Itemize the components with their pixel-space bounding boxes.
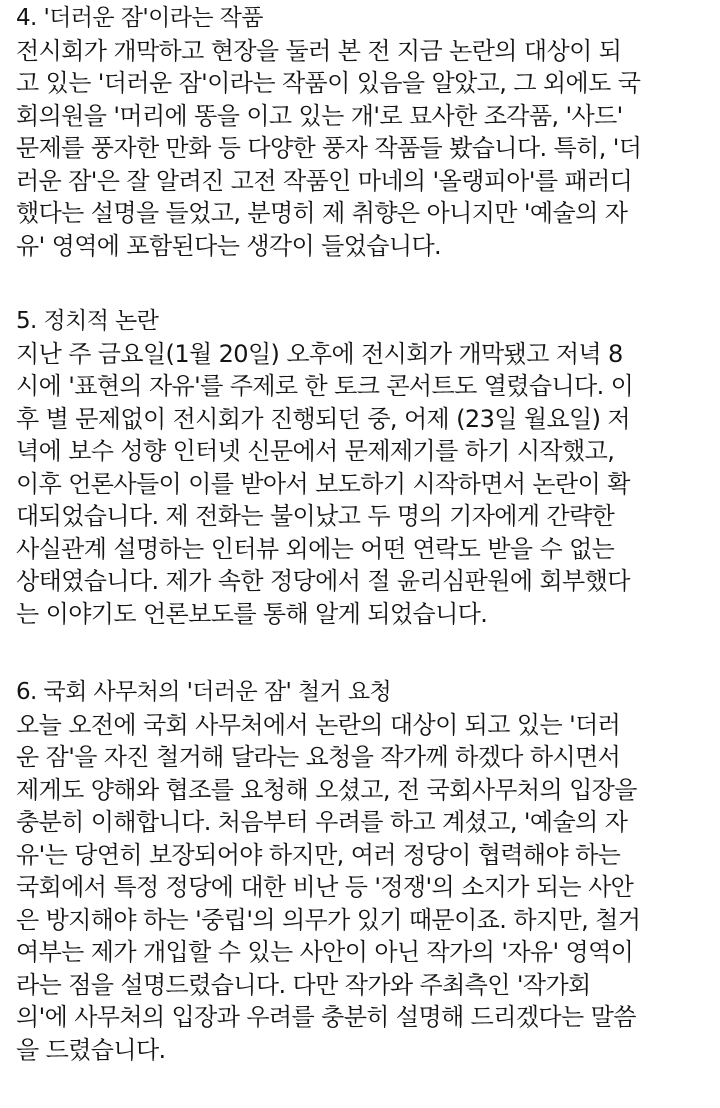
paragraph-line: 유' 영역에 포함된다는 생각이 들었습니다. bbox=[16, 231, 442, 260]
paragraph-line: 문제를 풍자한 만화 등 다양한 풍자 작품들 봤습니다. 특히, '더 bbox=[16, 134, 642, 162]
paragraph-line: 했다는 설명을 들었고, 분명히 제 취향은 아니지만 '예술의 자 bbox=[16, 199, 628, 227]
paragraph-line: 러운 잠'은 잘 알려진 고전 작품인 마네의 '올랭피아'를 패러디 bbox=[16, 166, 633, 195]
section-6 bbox=[16, 676, 640, 1066]
section-heading: 5. 정치적 논란 bbox=[16, 308, 159, 334]
section-4 bbox=[16, 2, 641, 262]
paragraph-line: 충분히 이해합니다. 처음부터 우려를 하고 계셨고, '예술의 자 bbox=[16, 808, 628, 836]
paragraph-line: 유'는 당연히 보장되어야 하지만, 여러 정당이 협력해야 하는 bbox=[16, 840, 621, 869]
paragraph-line: 을 드렸습니다. bbox=[16, 1035, 166, 1064]
paragraph-line: 오늘 오전에 국회 사무처에서 논란의 대상이 되고 있는 '더러 bbox=[16, 710, 621, 739]
paragraph-line: 의'에 사무처의 입장과 우려를 충분히 설명해 드리겠다는 말씀 bbox=[16, 1003, 636, 1031]
paragraph-line: 제게도 양해와 협조를 요청해 오셨고, 전 국회사무처의 입장을 bbox=[16, 775, 637, 804]
section-heading: 4. '더러운 잠'이라는 작품 bbox=[16, 5, 263, 31]
paragraph-line: 은 방지해야 하는 '중립'의 의무가 있기 때문이죠. 하지만, 철거 bbox=[16, 905, 641, 934]
paragraph-line: 국회에서 특정 정당에 대한 비난 등 '정쟁'의 소지가 되는 사안 bbox=[16, 873, 634, 901]
paragraph-line: 시에 '표현의 자유'를 주제로 한 토크 콘서트도 열렸습니다. 이 bbox=[16, 372, 634, 400]
paragraph-line: 운 잠'을 자진 철거해 달라는 요청을 작가께 하겠다 하시면서 bbox=[16, 743, 621, 771]
paragraph-line: 대되었습니다. 제 전화는 불이났고 두 명의 기자에게 간략한 bbox=[16, 502, 615, 530]
paragraph-line: 후 별 문제없이 전시회가 진행되던 중, 어제 (23일 월요일) 저 bbox=[16, 404, 631, 433]
paragraph-line: 고 있는 '더러운 잠'이라는 작품이 있음을 알았고, 그 외에도 국 bbox=[16, 69, 641, 97]
section-heading: 6. 국회 사무처의 '더러운 잠' 철거 요청 bbox=[16, 679, 392, 705]
paragraph-line: 상태였습니다. 제가 속한 정당에서 절 윤리심판원에 회부했다 bbox=[16, 567, 630, 595]
paragraph-line: 전시회가 개막하고 현장을 둘러 본 전 지금 논란의 대상이 되 bbox=[16, 36, 622, 65]
paragraph-line: 는 이야기도 언론보도를 통해 알게 되었습니다. bbox=[16, 599, 488, 628]
paragraph-line: 녁에 보수 성향 인터넷 신문에서 문제제기를 하기 시작했고, bbox=[16, 437, 615, 465]
paragraph-line: 라는 점을 설명드렸습니다. 다만 작가와 주최측인 '작가회 bbox=[16, 970, 591, 999]
paragraph-line: 여부는 제가 개입할 수 있는 사안이 아닌 작가의 '자유' 영역이 bbox=[16, 938, 634, 966]
paragraph-line: 지난 주 금요일(1월 20일) 오후에 전시회가 개막됐고 저녁 8 bbox=[16, 339, 623, 368]
section-5 bbox=[16, 305, 633, 630]
paragraph-line: 회의원을 '머리에 똥을 이고 있는 개'로 묘사한 조각품, '사드' bbox=[16, 101, 623, 130]
paragraph-line: 이후 언론사들이 이를 받아서 보도하기 시작하면서 논란이 확 bbox=[16, 469, 630, 498]
paragraph-line: 사실관계 설명하는 인터뷰 외에는 어떤 연락도 받을 수 없는 bbox=[16, 534, 615, 563]
